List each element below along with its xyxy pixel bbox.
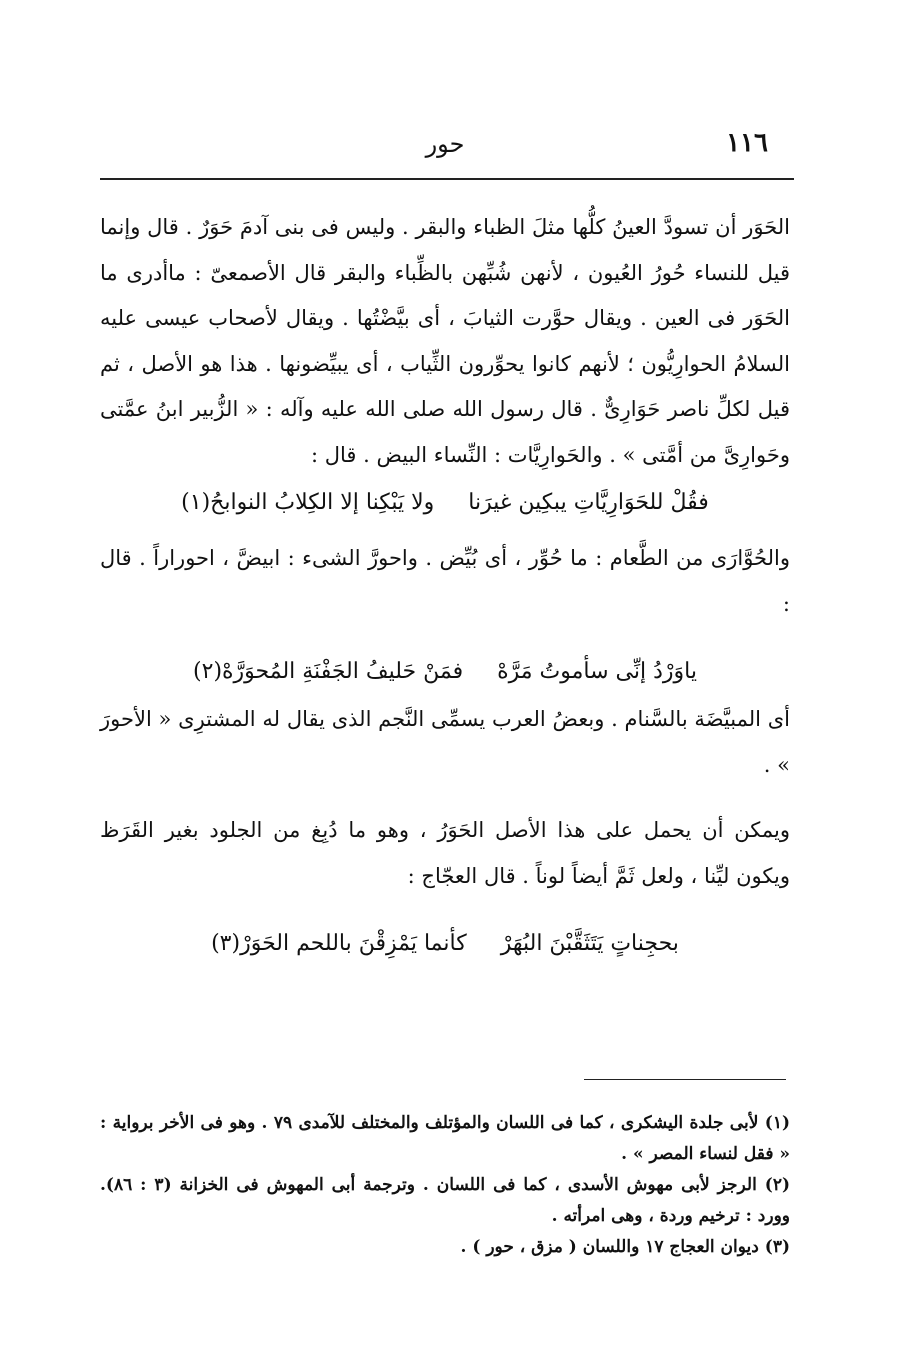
page-header [100,128,790,168]
footnotes [100,1108,790,1263]
verse-2-first-hemistich: ياوَرْدُ إنِّى سأموتُ مَرَّهْ [497,659,697,684]
verse-3 [100,919,790,969]
entry-body [100,205,790,969]
footnote-1: (١) لأبى جلدة اليشكرى ، كما فى اللسان والمؤتلف والمختلف للآمدى ٧٩ . وهو فى الأخر برواية : « فقل لنساء المصر » . [100,1113,790,1164]
verse-2 [100,647,790,697]
verse-1-second-hemistich: ولا يَبْكِنا إلا الكِلابُ النوابحُ(١) [181,490,435,515]
paragraph-4: ويمكن أن يحمل على هذا الأصل الحَوَرُ ، وهو ما دُبِغ من الجلود بغير القَرَظ ويكون ليِّنا ، ولعل ثَمَّ أيضاً لوناً . قال العجّاج : [100,818,790,888]
page-number: ١١٦ [726,128,768,158]
verse-3-first-hemistich: بحجِناتٍ يَتَثَقَّبْنَ البُهَرْ [500,931,679,956]
footnote-3: (٣) ديوان العجاج ١٧ واللسان ( مزق ، حور ) . [460,1237,790,1257]
paragraph-2: والحُوَّارَى من الطَّعام : ما حُوِّر ، أى بُيِّض . واحورَّ الشىء : ابيضَّ ، احوراراً . قال : [100,546,790,616]
verse-1-first-hemistich: فقُلْ للحَوَارِيَّاتِ يبكِين غيرَنا [468,490,709,515]
paragraph-3: أى المبيَّضَة بالسَّنام . وبعضُ العرب يسمِّى النَّجم الذى يقال له المشترِى « الأحورَ » . [100,707,790,777]
verse-3-second-hemistich: كأنما يَمْزِقْنَ باللحم الحَوَرْ(٣) [211,931,467,956]
verse-2-second-hemistich: فمَنْ حَليفُ الجَفْنَةِ المُحوَرَّهْ(٢) [193,659,464,684]
footnote-2: (٢) الرجز لأبى مهوش الأسدى ، كما فى اللسان . وترجمة أبى المهوش فى الخزانة (٣ : ٨٦). وورد : ترخيم وردة ، وهى امرأته . [100,1175,790,1226]
header-rule [100,178,794,180]
paragraph-1: الحَوَر أن تسودَّ العينُ كلُّها مثلَ الظباء والبقر . وليس فى بنى آدمَ حَوَرٌ . قال وإنما قيل للنساء حُورُ العُيون ، لأنهن شُبِّهن بالظِّباء والبقر قال الأصمعىّ : ماأدرى ما الحَوَر فى العين . ويقال حوَّرت الثيابَ ، أى بيَّضْتُها . ويقال لأصحاب عيسى عليه السلامُ الحوارِيُّون ؛ لأنهم كانوا يحوِّرون الثِّياب ، أى يبيِّضونها . هذا هو الأصل ، ثم قيل لكلِّ ناصر حَوَارِىٌّ . قال رسول الله صلى الله عليه وآله : « الزُّبير ابنُ عمَّتى وحَوارِىَّ من أمَّتى » . والحَوارِيَّات : النِّساء البيض . قال : [100,215,790,467]
running-head: حور [425,130,465,158]
verse-1 [100,478,790,528]
footnote-rule [584,1079,786,1080]
